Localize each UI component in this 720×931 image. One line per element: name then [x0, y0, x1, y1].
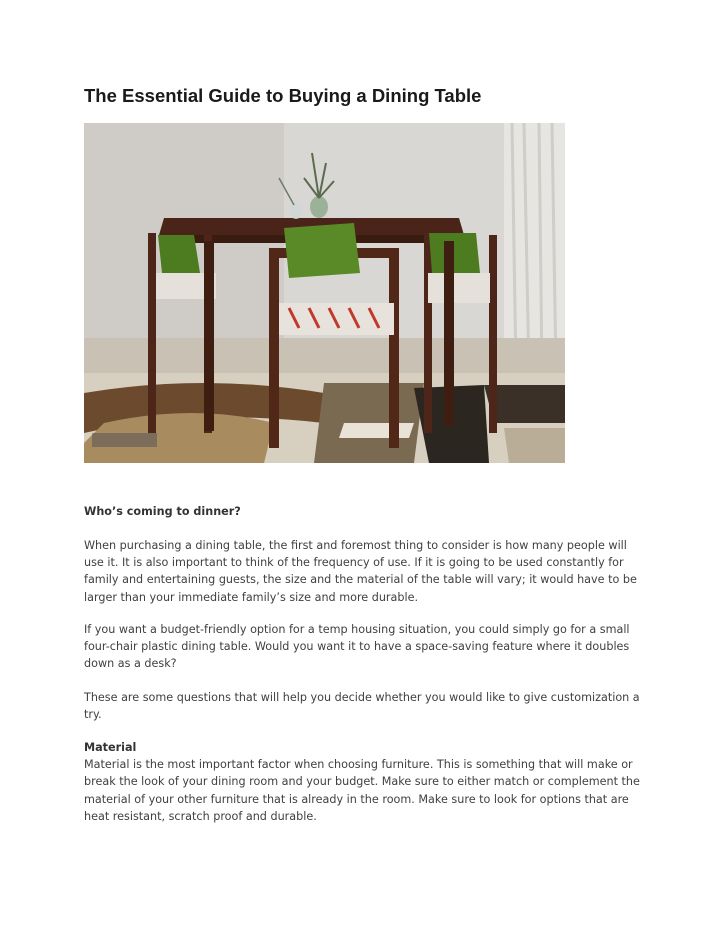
paragraph-1: When purchasing a dining table, the first and foremost thing to consider is how many people will use it. It is also important to think of the frequency of use. If it is going to be used constantly for family and entertaining guests, the size and the material of the table will vary; it would have to be larger than your immediate family’s size and more durable.: [84, 539, 637, 604]
section-heading-dinner: Who’s coming to dinner?: [84, 505, 241, 518]
dining-table-photo: [84, 123, 565, 463]
section-heading-material: Material: [84, 741, 137, 754]
paragraph-2: If you want a budget-friendly option for a temp housing situation, you could simply go for a small four-chair plastic dining table. Would you want it to have a space-saving feature where it doubles down as a desk?: [84, 623, 630, 671]
page-title: The Essential Guide to Buying a Dining Table: [84, 85, 482, 106]
paragraph-material: Material is the most important factor when choosing furniture. This is something that will make or break the look of your dining room and your budget. Make sure to either match or complement the material of your other furniture that is already in the room. Make sure to look for options that are heat resistant, scratch proof and durable.: [84, 758, 640, 823]
paragraph-3: These are some questions that will help you decide whether you would like to give customization a try.: [84, 691, 640, 722]
material-section: [84, 739, 640, 825]
